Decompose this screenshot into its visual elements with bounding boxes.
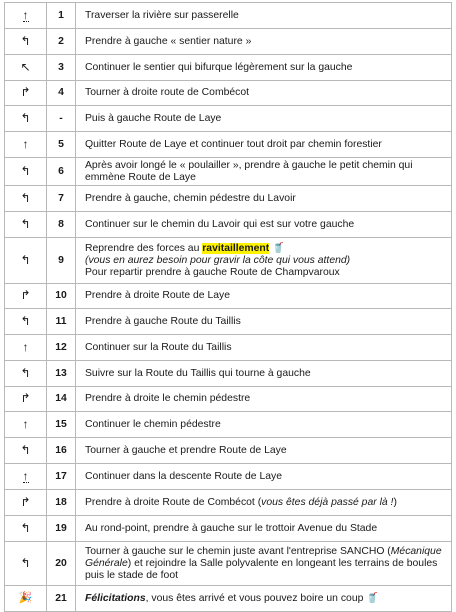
step-row: [5, 516, 452, 542]
step-row: [5, 542, 452, 586]
step-instruction: Après avoir longé le « poulailler », prendre à gauche le petit chemin qui emmène Route de Laye: [76, 158, 452, 186]
step-instruction: Tourner à droite route de Combécot: [76, 81, 452, 106]
step-row: [5, 464, 452, 490]
drink-icon: 🥤: [366, 592, 379, 604]
step-icon-cell: [5, 516, 47, 542]
step-icon-cell: [5, 238, 47, 284]
congratulations-text: Félicitations: [85, 592, 146, 604]
step-row: [5, 29, 452, 55]
step-icon-cell: [5, 106, 47, 132]
step-number: 4: [47, 81, 76, 106]
instruction-text: Pour repartir prendre à gauche Route de Champvaroux: [85, 266, 340, 278]
step-row: [5, 309, 452, 335]
step-icon-cell: [5, 361, 47, 387]
step-number: 11: [47, 309, 76, 335]
step-instruction: [76, 238, 452, 284]
step-row: [5, 81, 452, 106]
step-number: 9: [47, 238, 76, 284]
step-instruction: Puis à gauche Route de Laye: [76, 106, 452, 132]
step-row: [5, 438, 452, 464]
step-instruction: Continuer le chemin pédestre: [76, 412, 452, 438]
step-instruction: [76, 490, 452, 516]
straight-dotted-arrow-icon: ↑: [22, 7, 29, 22]
step-number: 3: [47, 55, 76, 81]
step-icon-cell: [5, 29, 47, 55]
straight-dotted-arrow-icon: ↑: [22, 468, 29, 483]
instruction-note: vous êtes déjà passé par là !: [261, 496, 394, 508]
instruction-text: Tourner à gauche sur le chemin juste avant l'entreprise SANCHO (: [85, 545, 391, 557]
step-number: 13: [47, 361, 76, 387]
step-icon-cell: [5, 412, 47, 438]
step-row: [5, 490, 452, 516]
step-icon-cell: [5, 586, 47, 612]
turn-right-arrow-icon: ↱: [20, 85, 31, 99]
step-instruction: Prendre à gauche « sentier nature »: [76, 29, 452, 55]
turn-left-arrow-icon: ↰: [20, 442, 31, 457]
step-row: [5, 55, 452, 81]
bear-left-arrow-icon: ↖: [20, 59, 31, 74]
step-instruction: Continuer sur la Route du Taillis: [76, 335, 452, 361]
turn-left-arrow-icon: ↰: [20, 313, 31, 328]
step-icon-cell: [5, 438, 47, 464]
step-number: 5: [47, 132, 76, 158]
step-instruction: Prendre à droite le chemin pédestre: [76, 387, 452, 412]
step-row: [5, 412, 452, 438]
step-number: 12: [47, 335, 76, 361]
step-number: 7: [47, 186, 76, 212]
step-row: [5, 387, 452, 412]
turn-left-arrow-icon: ↰: [20, 216, 31, 231]
turn-right-arrow-icon: ↱: [20, 391, 31, 405]
step-row: [5, 186, 452, 212]
step-row: [5, 586, 452, 612]
step-icon-cell: [5, 132, 47, 158]
step-number: 10: [47, 284, 76, 309]
straight-arrow-icon: ↑: [22, 339, 29, 354]
step-row: [5, 335, 452, 361]
turn-right-arrow-icon: ↱: [20, 288, 31, 302]
party-popper-icon: 🎉: [18, 592, 33, 604]
step-instruction: Continuer sur le chemin du Lavoir qui est sur votre gauche: [76, 212, 452, 238]
instruction-text: ): [393, 496, 397, 508]
step-number: 20: [47, 542, 76, 586]
turn-left-arrow-icon: ↰: [20, 365, 31, 380]
straight-arrow-icon: ↑: [22, 416, 29, 431]
step-instruction: Prendre à droite Route de Laye: [76, 284, 452, 309]
step-instruction: Quitter Route de Laye et continuer tout droit par chemin forestier: [76, 132, 452, 158]
step-row: [5, 106, 452, 132]
turn-left-arrow-icon: ↰: [20, 33, 31, 48]
step-number: 2: [47, 29, 76, 55]
step-number: 17: [47, 464, 76, 490]
instruction-note: (vous en aurez besoin pour gravir la côte qui vous attend): [85, 254, 351, 266]
drink-icon: 🥤: [272, 242, 285, 254]
step-icon-cell: [5, 55, 47, 81]
turn-left-arrow-icon: ↰: [20, 163, 31, 178]
step-number: 15: [47, 412, 76, 438]
step-number: 8: [47, 212, 76, 238]
turn-left-arrow-icon: ↰: [20, 555, 31, 570]
step-number: 16: [47, 438, 76, 464]
step-number: 14: [47, 387, 76, 412]
step-icon-cell: [5, 158, 47, 186]
step-icon-cell: [5, 490, 47, 516]
instruction-text: ) et rejoindre la Salle polyvalente en longeant les terrains de boules puis le stade de foot: [85, 557, 438, 581]
step-instruction: Prendre à gauche, chemin pédestre du Lavoir: [76, 186, 452, 212]
step-icon-cell: [5, 81, 47, 106]
turn-right-arrow-icon: ↱: [20, 494, 31, 509]
instruction-text: Prendre à droite Route de Combécot (: [85, 496, 262, 508]
route-steps-body: [5, 3, 452, 612]
step-icon-cell: [5, 542, 47, 586]
step-number: 6: [47, 158, 76, 186]
highlighted-text: ravitaillement: [202, 242, 270, 254]
step-instruction: Continuer le sentier qui bifurque légèrement sur la gauche: [76, 55, 452, 81]
step-icon-cell: [5, 309, 47, 335]
step-instruction: Prendre à gauche Route du Taillis: [76, 309, 452, 335]
step-icon-cell: [5, 3, 47, 29]
step-icon-cell: [5, 464, 47, 490]
turn-left-arrow-icon: ↰: [20, 190, 31, 205]
step-icon-cell: [5, 284, 47, 309]
step-instruction: Suivre sur la Route du Taillis qui tourne à gauche: [76, 361, 452, 387]
turn-left-arrow-icon: ↰: [20, 110, 31, 125]
route-steps-table: [4, 2, 452, 612]
step-instruction: [76, 586, 452, 612]
step-row: [5, 238, 452, 284]
step-row: [5, 158, 452, 186]
step-icon-cell: [5, 387, 47, 412]
step-number: 1: [47, 3, 76, 29]
turn-left-arrow-icon: ↰: [20, 520, 31, 535]
step-row: [5, 361, 452, 387]
step-instruction: Continuer dans la descente Route de Laye: [76, 464, 452, 490]
step-row: [5, 212, 452, 238]
straight-arrow-icon: ↑: [22, 136, 29, 151]
step-icon-cell: [5, 212, 47, 238]
turn-left-arrow-icon: ↰: [20, 252, 31, 267]
instruction-note: Mécanique Générale: [85, 545, 442, 569]
step-row: [5, 3, 452, 29]
step-row: [5, 284, 452, 309]
step-instruction: Tourner à gauche et prendre Route de Laye: [76, 438, 452, 464]
instruction-text: Reprendre des forces au: [85, 242, 203, 254]
step-number: 19: [47, 516, 76, 542]
step-row: [5, 132, 452, 158]
step-number: 21: [47, 586, 76, 612]
step-icon-cell: [5, 335, 47, 361]
step-number: 18: [47, 490, 76, 516]
step-icon-cell: [5, 186, 47, 212]
step-instruction: Traverser la rivière sur passerelle: [76, 3, 452, 29]
step-instruction: Au rond-point, prendre à gauche sur le trottoir Avenue du Stade: [76, 516, 452, 542]
instruction-text: , vous êtes arrivé et vous pouvez boire un coup: [145, 592, 367, 604]
step-number: -: [47, 106, 76, 132]
step-instruction: [76, 542, 452, 586]
